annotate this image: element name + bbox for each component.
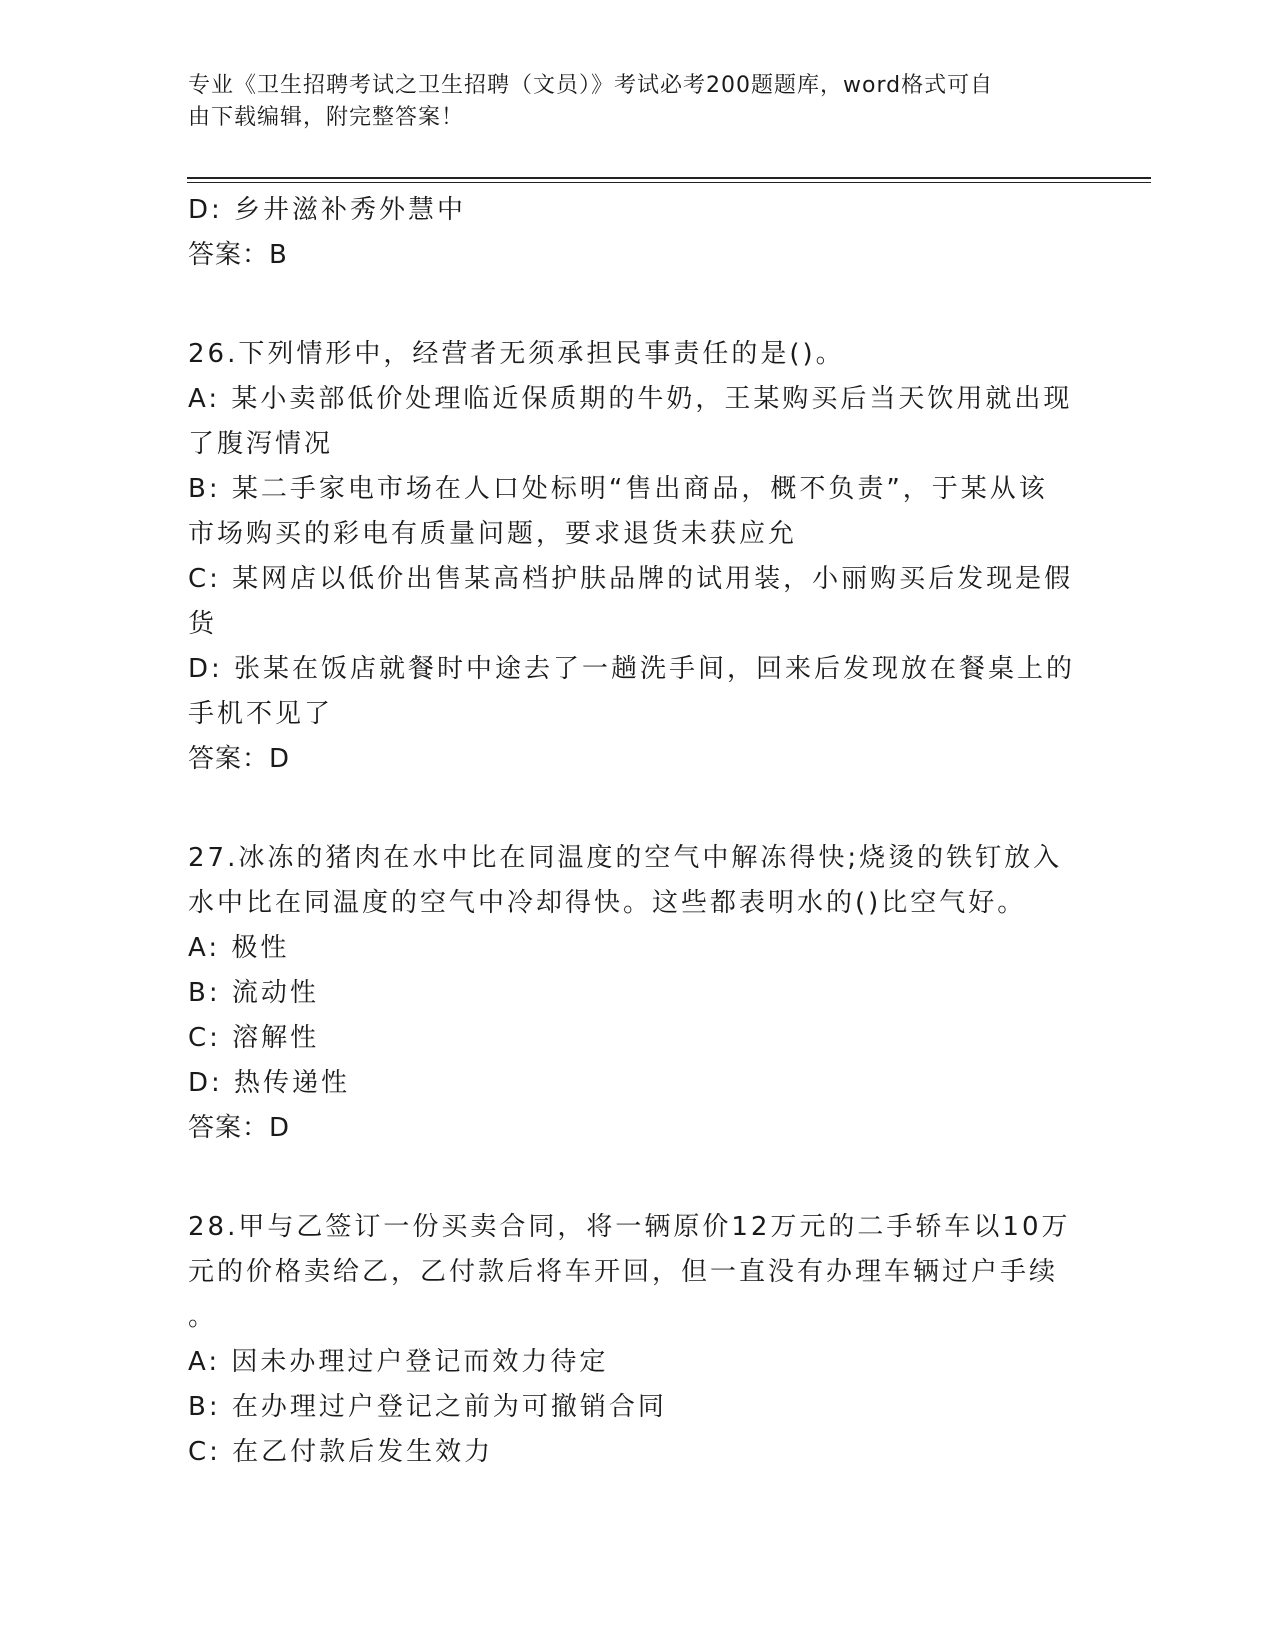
header-divider-thick xyxy=(187,177,1151,179)
option-a-continued: 了腹泻情况 xyxy=(188,429,334,459)
question-25-tail xyxy=(188,188,1088,278)
option-a: A: 某小卖部低价处理临近保质期的牛奶，王某购买后当天饮用就出现 xyxy=(188,384,1073,414)
option-b: B: 某二手家电市场在人口处标明“售出商品，概不负责”，于某从该 xyxy=(188,474,1048,504)
header-line-1: 专业《卫生招聘考试之卫生招聘（文员）》考试必考200题题库，word格式可自 xyxy=(188,73,994,98)
question-stem-end: 。 xyxy=(188,1302,218,1332)
header-divider-thin xyxy=(187,182,1151,183)
option-d-continued: 手机不见了 xyxy=(188,699,334,729)
question-stem-continued: 水中比在同温度的空气中冷却得快。这些都表明水的()比空气好。 xyxy=(188,888,1027,918)
option-b: B: 在办理过户登记之前为可撤销合同 xyxy=(188,1392,667,1422)
question-stem: 28.甲与乙签订一份买卖合同，将一辆原价12万元的二手轿车以10万 xyxy=(188,1212,1071,1242)
question-stem: 26.下列情形中，经营者无须承担民事责任的是()。 xyxy=(188,339,845,369)
question-list xyxy=(188,188,1088,1475)
option-d: D: 乡井滋补秀外慧中 xyxy=(188,195,467,225)
option-c: C: 在乙付款后发生效力 xyxy=(188,1437,494,1467)
option-a: A: 极性 xyxy=(188,933,290,963)
option-b: B: 流动性 xyxy=(188,978,319,1008)
option-a: A: 因未办理过户登记而效力待定 xyxy=(188,1347,609,1377)
option-d: D: 热传递性 xyxy=(188,1068,351,1098)
header-line-2: 由下载编辑，附完整答案！ xyxy=(188,105,465,130)
question-28 xyxy=(188,1205,1088,1475)
answer: 答案：D xyxy=(188,1113,291,1143)
option-c: C: 某网店以低价出售某高档护肤品牌的试用装，小丽购买后发现是假 xyxy=(188,564,1074,594)
answer: 答案：D xyxy=(188,744,291,774)
spacer xyxy=(188,278,1088,332)
spacer xyxy=(188,1151,1088,1205)
question-26 xyxy=(188,332,1088,782)
option-d: D: 张某在饭店就餐时中途去了一趟洗手间，回来后发现放在餐桌上的 xyxy=(188,654,1076,684)
question-27 xyxy=(188,836,1088,1151)
spacer xyxy=(188,782,1088,836)
option-c-continued: 货 xyxy=(188,609,218,639)
page-header xyxy=(188,70,1068,134)
question-stem: 27.冰冻的猪肉在水中比在同温度的空气中解冻得快;烧烫的铁钉放入 xyxy=(188,843,1063,873)
option-b-continued: 市场购买的彩电有质量问题，要求退货未获应允 xyxy=(188,519,798,549)
question-stem-continued: 元的价格卖给乙，乙付款后将车开回，但一直没有办理车辆过户手续 xyxy=(188,1257,1059,1287)
option-c: C: 溶解性 xyxy=(188,1023,320,1053)
answer: 答案：B xyxy=(188,240,288,270)
